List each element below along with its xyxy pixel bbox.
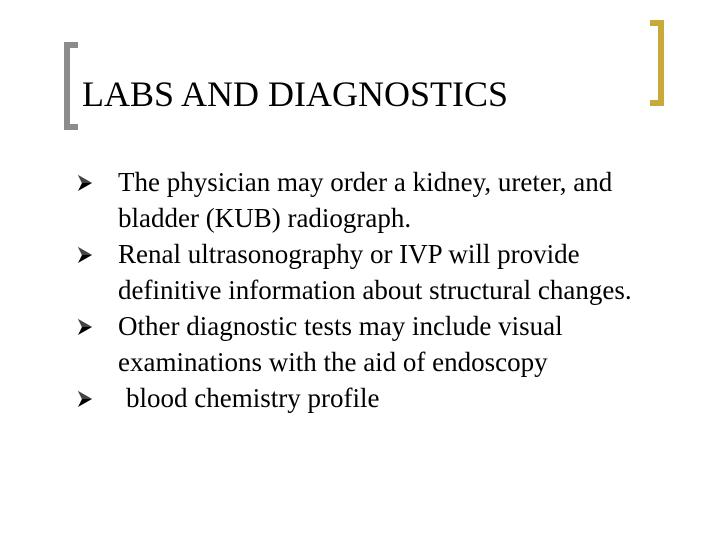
slide-title: LABS AND DIAGNOSTICS <box>82 74 509 114</box>
bullet-text: blood chemistry profile <box>126 383 380 413</box>
bullet-text: Renal ultrasonography or IVP will provide definitive information about structural changes. <box>118 239 632 305</box>
bullet-item <box>78 380 688 416</box>
arrowhead-bullet-icon <box>78 319 92 335</box>
right-bracket-decoration <box>650 20 664 106</box>
arrowhead-bullet-icon <box>78 391 92 407</box>
bullet-item <box>78 236 688 308</box>
bullet-item <box>78 308 688 380</box>
bullet-list <box>78 164 688 416</box>
bullet-text: The physician may order a kidney, ureter, and bladder (KUB) radiograph. <box>118 167 613 233</box>
arrowhead-bullet-icon <box>78 247 92 263</box>
arrowhead-bullet-icon <box>78 175 92 191</box>
bullet-text: Other diagnostic tests may include visual examinations with the aid of endoscopy <box>118 311 563 377</box>
left-bracket-decoration <box>64 42 78 130</box>
bullet-item <box>78 164 688 236</box>
